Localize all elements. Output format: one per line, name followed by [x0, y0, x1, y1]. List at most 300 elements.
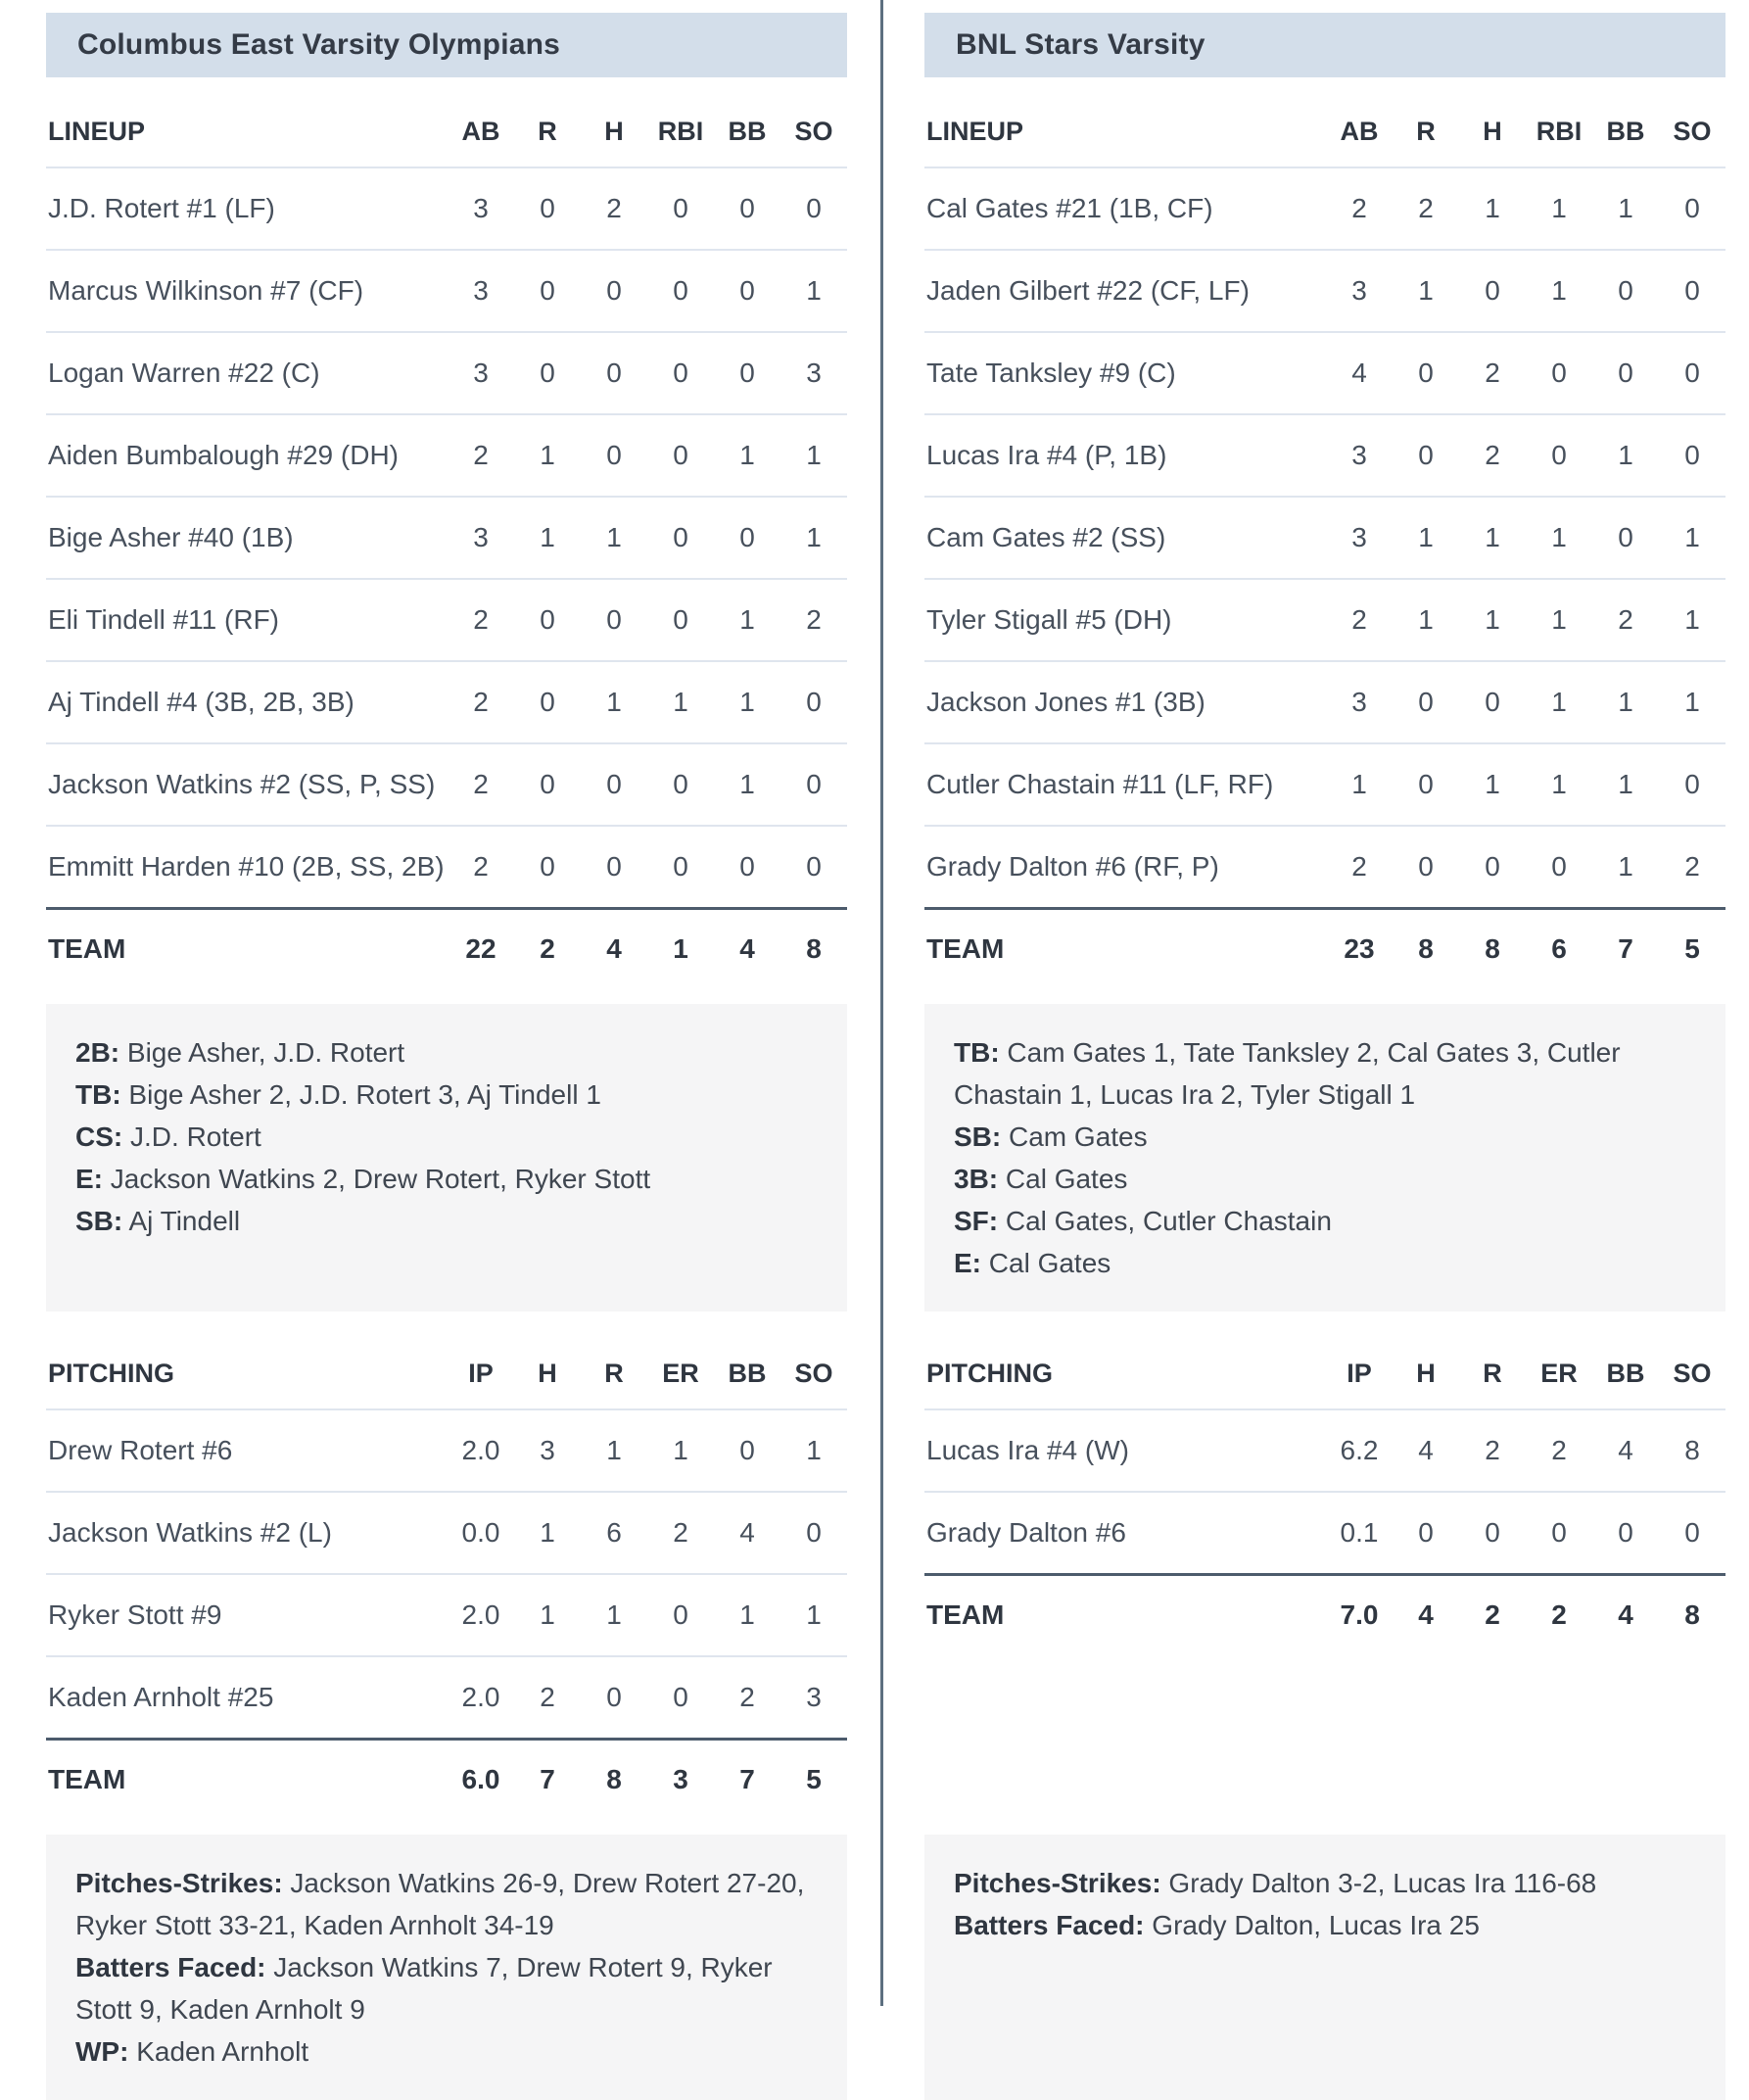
col-so: SO [780, 1359, 847, 1409]
player-row [46, 579, 847, 661]
player-row [46, 1492, 847, 1574]
stat-cell: 0 [1592, 497, 1659, 579]
home-team-title: Columbus East Varsity Olympians [77, 28, 561, 61]
note-label: 2B: [75, 1037, 120, 1068]
stat-cell: 1 [514, 1492, 581, 1574]
stat-cell: 1 [1459, 167, 1526, 250]
note-line: TB: Cam Gates 1, Tate Tanksley 2, Cal Gates 3, Cutler Chastain 1, Lucas Ira 2, Tyler Stigall 1 [954, 1037, 1621, 1110]
player-name: Cam Gates #2 (SS) [924, 497, 1326, 579]
team-total-stat: 4 [714, 909, 780, 979]
team-total-stat: 8 [1659, 1575, 1725, 1646]
stat-cell: 0 [780, 743, 847, 826]
stat-cell: 1 [581, 1574, 647, 1656]
stat-cell: 4 [1592, 1409, 1659, 1492]
col-er: ER [647, 1359, 714, 1409]
team-total-stat: 5 [1659, 909, 1725, 979]
player-name: Ryker Stott #9 [46, 1574, 448, 1656]
note-line: Batters Faced: Grady Dalton, Lucas Ira 25 [954, 1910, 1480, 1940]
player-name: Aj Tindell #4 (3B, 2B, 3B) [46, 661, 448, 743]
stat-cell: 0 [1485, 851, 1500, 882]
col-h: H [1393, 1359, 1459, 1409]
lineup-body [924, 167, 1725, 909]
stat-cell: 1 [581, 497, 647, 579]
stat-cell: 1 [1526, 250, 1592, 332]
player-name: Tate Tanksley #9 (C) [924, 332, 1326, 414]
stat-cell: 1 [1592, 414, 1659, 497]
away-team-header [924, 13, 1725, 77]
player-row [46, 743, 847, 826]
pitching-header-row [46, 1359, 847, 1409]
stat-cell: 1 [1459, 497, 1526, 579]
col-bb: BB [714, 117, 780, 167]
stat-cell: 2 [1459, 414, 1526, 497]
note-label: E: [954, 1248, 981, 1278]
stat-cell: 0 [780, 661, 847, 743]
col-r: R [581, 1359, 647, 1409]
note-label: WP: [75, 2036, 129, 2067]
stat-cell: 4 [1326, 332, 1393, 414]
pitching-body [46, 1409, 847, 1740]
stat-cell: 0 [581, 743, 647, 826]
team-total-stat: 4 [581, 909, 647, 979]
note-line: SF: Cal Gates, Cutler Chastain [954, 1206, 1332, 1236]
stat-cell: 0 [1526, 332, 1592, 414]
col-bb: BB [1592, 117, 1659, 167]
stat-cell: 1 [1526, 167, 1592, 250]
stat-cell: 2 [448, 743, 514, 826]
home-pitching-notes [46, 1835, 847, 2100]
away-pitching-section [924, 1359, 1725, 1645]
lineup-total-row [46, 909, 847, 979]
team-total-stat: 22 [448, 909, 514, 979]
stat-cell: 1 [1459, 743, 1526, 826]
stat-cell: 0 [1393, 661, 1459, 743]
col-ab: AB [448, 117, 514, 167]
stat-cell: 0 [647, 167, 714, 250]
team-total-stat: 6.0 [448, 1740, 514, 1810]
stat-cell: 3 [1326, 414, 1393, 497]
stat-cell: 0.1 [1340, 1517, 1379, 1548]
stat-cell: 1 [1393, 497, 1459, 579]
lineup-header-row [46, 117, 847, 167]
note-line: E: Cal Gates [954, 1248, 1111, 1278]
col-bb: BB [1592, 1359, 1659, 1409]
stat-cell: 0 [514, 167, 581, 250]
home-pitching-section [46, 1359, 847, 1809]
team-total-label: TEAM [46, 909, 448, 979]
stat-cell: 2 [739, 1682, 755, 1712]
stat-cell: 6 [581, 1492, 647, 1574]
team-total-stat: 4 [1393, 1575, 1459, 1646]
player-row [924, 497, 1725, 579]
stat-cell: 1 [780, 250, 847, 332]
stat-cell: 0.0 [448, 1492, 514, 1574]
team-total-stat: 8 [581, 1740, 647, 1810]
stat-cell: 0 [1684, 1517, 1700, 1548]
player-row [924, 414, 1725, 497]
player-name: Jackson Watkins #2 (SS, P, SS) [46, 743, 448, 826]
stat-cell: 0 [1659, 167, 1725, 250]
team-total-stat: 7.0 [1326, 1575, 1393, 1646]
stat-cell: 3 [448, 250, 514, 332]
away-lineup-section [924, 117, 1725, 978]
player-row [924, 1409, 1725, 1492]
note-line: WP: Kaden Arnholt [75, 2036, 309, 2067]
col-r: R [1393, 117, 1459, 167]
stat-cell: 0 [780, 167, 847, 250]
stat-cell: 2.0 [448, 1409, 514, 1492]
stat-cell: 2 [1459, 1409, 1526, 1492]
player-row [46, 332, 847, 414]
stat-cell: 0 [739, 851, 755, 882]
player-row [46, 414, 847, 497]
col-r: R [514, 117, 581, 167]
stat-cell: 2 [473, 851, 489, 882]
stat-cell: 8 [1659, 1409, 1725, 1492]
lineup-body [46, 167, 847, 909]
stat-cell: 1 [780, 1574, 847, 1656]
away-batting-notes [924, 1004, 1725, 1312]
stat-cell: 6.2 [1326, 1409, 1393, 1492]
stat-cell: 0 [514, 579, 581, 661]
player-name: Logan Warren #22 (C) [46, 332, 448, 414]
col-bb: BB [714, 1359, 780, 1409]
stat-cell: 0 [1659, 250, 1725, 332]
note-label: 3B: [954, 1164, 999, 1194]
note-line: Pitches-Strikes: Grady Dalton 3-2, Lucas Ira 116-68 [954, 1868, 1597, 1898]
team-total-label: TEAM [924, 1575, 1326, 1646]
stat-cell: 0 [1659, 414, 1725, 497]
player-name: Cutler Chastain #11 (LF, RF) [924, 743, 1326, 826]
player-row [46, 167, 847, 250]
col-ip: IP [448, 1359, 514, 1409]
stat-cell: 0 [647, 497, 714, 579]
stat-cell: 3 [514, 1409, 581, 1492]
player-row [46, 250, 847, 332]
stat-cell: 0 [1459, 661, 1526, 743]
note-label: TB: [75, 1079, 121, 1110]
team-total-stat: 6 [1526, 909, 1592, 979]
stat-cell: 1 [514, 414, 581, 497]
stat-cell: 1 [647, 1409, 714, 1492]
stat-cell: 0 [647, 332, 714, 414]
note-line: 3B: Cal Gates [954, 1164, 1128, 1194]
stat-cell: 1 [647, 661, 714, 743]
player-row [46, 1409, 847, 1492]
player-row [924, 250, 1725, 332]
stat-cell: 1 [514, 1574, 581, 1656]
stat-cell: 1 [1592, 167, 1659, 250]
player-name: Drew Rotert #6 [46, 1409, 448, 1492]
note-label: TB: [954, 1037, 1000, 1068]
stat-cell: 2 [1351, 851, 1367, 882]
note-line: CS: J.D. Rotert [75, 1122, 261, 1152]
note-label: SF: [954, 1206, 999, 1236]
stat-cell: 0 [581, 332, 647, 414]
stat-cell: 0 [1418, 1517, 1434, 1548]
player-row [46, 661, 847, 743]
stat-cell: 3 [1326, 661, 1393, 743]
lineup-total-row [924, 909, 1725, 979]
stat-cell: 0 [581, 414, 647, 497]
note-label: E: [75, 1164, 103, 1194]
pitching-section-label: PITCHING [46, 1359, 448, 1409]
stat-cell: 0 [1551, 1517, 1567, 1548]
stat-cell: 4 [1393, 1409, 1459, 1492]
stat-cell: 0 [606, 851, 622, 882]
player-name: J.D. Rotert #1 (LF) [46, 167, 448, 250]
stat-cell: 0 [1592, 332, 1659, 414]
stat-cell: 2 [1326, 579, 1393, 661]
stat-cell: 2 [1592, 579, 1659, 661]
stat-cell: 2 [1326, 167, 1393, 250]
player-row [924, 826, 1725, 909]
player-name: Cal Gates #21 (1B, CF) [924, 167, 1326, 250]
stat-cell: 0 [647, 743, 714, 826]
stat-cell: 2 [1684, 851, 1700, 882]
note-line: TB: Bige Asher 2, J.D. Rotert 3, Aj Tindell 1 [75, 1079, 601, 1110]
stat-cell: 0 [1418, 851, 1434, 882]
stat-cell: 0 [1592, 250, 1659, 332]
stat-cell: 0 [673, 851, 688, 882]
player-name: Kaden Arnholt #25 [48, 1682, 274, 1712]
team-total-stat: 7 [514, 1740, 581, 1810]
home-batting-notes [46, 1004, 847, 1312]
stat-cell: 2 [1526, 1409, 1592, 1492]
col-h: H [514, 1359, 581, 1409]
stat-cell: 1 [1526, 497, 1592, 579]
lineup-section-label: LINEUP [924, 117, 1326, 167]
stat-cell: 2 [1393, 167, 1459, 250]
stat-cell: 1 [1659, 497, 1725, 579]
home-lineup-table [46, 117, 847, 978]
stat-cell: 2 [448, 414, 514, 497]
team-total-stat: 2 [1526, 1575, 1592, 1646]
note-label: SB: [954, 1122, 1002, 1152]
away-pitching-table [924, 1359, 1725, 1645]
stat-cell: 1 [514, 497, 581, 579]
team-total-stat: 2 [1459, 1575, 1526, 1646]
away-team-title: BNL Stars Varsity [956, 28, 1205, 61]
col-rbi: RBI [647, 117, 714, 167]
stat-cell: 1 [780, 1409, 847, 1492]
stat-cell: 0 [647, 250, 714, 332]
stat-cell: 2 [448, 661, 514, 743]
stat-cell: 1 [1592, 661, 1659, 743]
player-name: Grady Dalton #6 [926, 1517, 1126, 1548]
stat-cell: 1 [1326, 743, 1393, 826]
stat-cell: 1 [780, 497, 847, 579]
player-name: Emmitt Harden #10 (2B, SS, 2B) [48, 851, 445, 882]
note-label: CS: [75, 1122, 123, 1152]
player-name: Tyler Stigall #5 (DH) [924, 579, 1326, 661]
team-total-stat: 1 [647, 909, 714, 979]
stat-cell: 4 [714, 1492, 780, 1574]
stat-cell: 2 [581, 167, 647, 250]
player-name: Eli Tindell #11 (RF) [46, 579, 448, 661]
team-total-stat: 7 [714, 1740, 780, 1810]
player-row [924, 743, 1725, 826]
player-name: Bige Asher #40 (1B) [46, 497, 448, 579]
stat-cell: 1 [714, 414, 780, 497]
note-line: SB: Cam Gates [954, 1122, 1148, 1152]
pitching-header-row [924, 1359, 1725, 1409]
stat-cell: 3 [806, 1682, 822, 1712]
team-total-stat: 8 [780, 909, 847, 979]
col-r: R [1459, 1359, 1526, 1409]
col-h: H [1459, 117, 1526, 167]
team-total-stat: 7 [1592, 909, 1659, 979]
team-total-stat: 8 [1393, 909, 1459, 979]
lineup-header-row [924, 117, 1725, 167]
note-label: SB: [75, 1206, 123, 1236]
player-name: Lucas Ira #4 (P, 1B) [924, 414, 1326, 497]
stat-cell: 0 [1551, 851, 1567, 882]
col-ip: IP [1326, 1359, 1393, 1409]
stat-cell: 0 [780, 1492, 847, 1574]
team-total-stat: 8 [1459, 909, 1526, 979]
player-row [46, 826, 847, 909]
stat-cell: 3 [448, 167, 514, 250]
col-so: SO [780, 117, 847, 167]
col-so: SO [1659, 117, 1725, 167]
stat-cell: 1 [1659, 579, 1725, 661]
stat-cell: 0 [1659, 332, 1725, 414]
stat-cell: 2 [780, 579, 847, 661]
stat-cell: 2 [1459, 332, 1526, 414]
note-line: Batters Faced: Jackson Watkins 7, Drew Rotert 9, Ryker Stott 9, Kaden Arnholt 9 [75, 1952, 773, 2025]
stat-cell: 0 [1393, 332, 1459, 414]
stat-cell: 1 [1526, 661, 1592, 743]
note-line: SB: Aj Tindell [75, 1206, 241, 1236]
team-total-stat: 5 [780, 1740, 847, 1810]
stat-cell: 1 [1393, 250, 1459, 332]
team-total-stat: 4 [1592, 1575, 1659, 1646]
stat-cell: 2 [448, 579, 514, 661]
stat-cell: 2 [540, 1682, 555, 1712]
stat-cell: 0 [1459, 250, 1526, 332]
home-team-header [46, 13, 847, 77]
stat-cell: 0 [647, 1574, 714, 1656]
stat-cell: 1 [1459, 579, 1526, 661]
pitching-total-row [924, 1575, 1725, 1646]
stat-cell: 0 [647, 579, 714, 661]
stat-cell: 0 [1393, 414, 1459, 497]
player-name: Grady Dalton #6 (RF, P) [926, 851, 1219, 882]
note-line: Pitches-Strikes: Jackson Watkins 26-9, Drew Rotert 27-20, Ryker Stott 33-21, Kaden Arnholt 34-19 [75, 1868, 805, 1940]
player-name: Marcus Wilkinson #7 (CF) [46, 250, 448, 332]
stat-cell: 1 [714, 579, 780, 661]
team-total-label: TEAM [924, 909, 1326, 979]
stat-cell: 0 [606, 1682, 622, 1712]
col-h: H [581, 117, 647, 167]
player-row [924, 167, 1725, 250]
stat-cell: 2.0 [461, 1682, 500, 1712]
note-line: E: Jackson Watkins 2, Drew Rotert, Ryker Stott [75, 1164, 651, 1194]
stat-cell: 0 [714, 497, 780, 579]
player-row [46, 1574, 847, 1656]
note-label: Batters Faced: [75, 1952, 266, 1982]
home-pitching-table [46, 1359, 847, 1809]
stat-cell: 2 [647, 1492, 714, 1574]
player-name: Jackson Watkins #2 (L) [46, 1492, 448, 1574]
stat-cell: 1 [780, 414, 847, 497]
stat-cell: 0 [1393, 743, 1459, 826]
away-lineup-table [924, 117, 1725, 978]
col-er: ER [1526, 1359, 1592, 1409]
stat-cell: 0 [714, 167, 780, 250]
stat-cell: 0 [581, 579, 647, 661]
stat-cell: 0 [714, 250, 780, 332]
stat-cell: 1 [1618, 851, 1633, 882]
col-rbi: RBI [1526, 117, 1592, 167]
stat-cell: 0 [806, 851, 822, 882]
stat-cell: 1 [1526, 743, 1592, 826]
player-row [924, 1492, 1725, 1575]
stat-cell: 1 [1526, 579, 1592, 661]
stat-cell: 0 [514, 332, 581, 414]
note-label: Batters Faced: [954, 1910, 1145, 1940]
team-total-label: TEAM [46, 1740, 448, 1810]
player-row [924, 661, 1725, 743]
stat-cell: 0 [514, 743, 581, 826]
player-name: Jackson Jones #1 (3B) [924, 661, 1326, 743]
pitching-total-row [46, 1740, 847, 1810]
col-ab: AB [1326, 117, 1393, 167]
stat-cell: 1 [1592, 743, 1659, 826]
lineup-section-label: LINEUP [46, 117, 448, 167]
stat-cell: 0 [714, 332, 780, 414]
stat-cell: 3 [448, 497, 514, 579]
stat-cell: 0 [514, 250, 581, 332]
stat-cell: 0 [714, 1409, 780, 1492]
stat-cell: 0 [1526, 414, 1592, 497]
note-label: Pitches-Strikes: [954, 1868, 1161, 1898]
stat-cell: 0 [1618, 1517, 1633, 1548]
stat-cell: 0 [673, 1682, 688, 1712]
stat-cell: 1 [581, 661, 647, 743]
stat-cell: 1 [714, 661, 780, 743]
stat-cell: 2.0 [448, 1574, 514, 1656]
player-row [924, 579, 1725, 661]
home-lineup-section [46, 117, 847, 978]
stat-cell: 1 [714, 743, 780, 826]
stat-cell: 1 [581, 1409, 647, 1492]
note-line: 2B: Bige Asher, J.D. Rotert [75, 1037, 405, 1068]
stat-cell: 3 [1326, 250, 1393, 332]
note-label: Pitches-Strikes: [75, 1868, 283, 1898]
player-row [46, 1656, 847, 1740]
team-total-stat: 2 [514, 909, 581, 979]
player-name: Jaden Gilbert #22 (CF, LF) [924, 250, 1326, 332]
stat-cell: 3 [1326, 497, 1393, 579]
stat-cell: 1 [1393, 579, 1459, 661]
stat-cell: 0 [1485, 1517, 1500, 1548]
away-pitching-notes [924, 1835, 1725, 2100]
col-so: SO [1659, 1359, 1725, 1409]
stat-cell: 0 [581, 250, 647, 332]
stat-cell: 0 [540, 851, 555, 882]
stat-cell: 0 [647, 414, 714, 497]
stat-cell: 0 [514, 661, 581, 743]
stat-cell: 0 [1659, 743, 1725, 826]
team-total-stat: 23 [1326, 909, 1393, 979]
stat-cell: 1 [1659, 661, 1725, 743]
player-name: Lucas Ira #4 (W) [924, 1409, 1326, 1492]
stat-cell: 3 [780, 332, 847, 414]
pitching-body [924, 1409, 1725, 1575]
player-row [924, 332, 1725, 414]
